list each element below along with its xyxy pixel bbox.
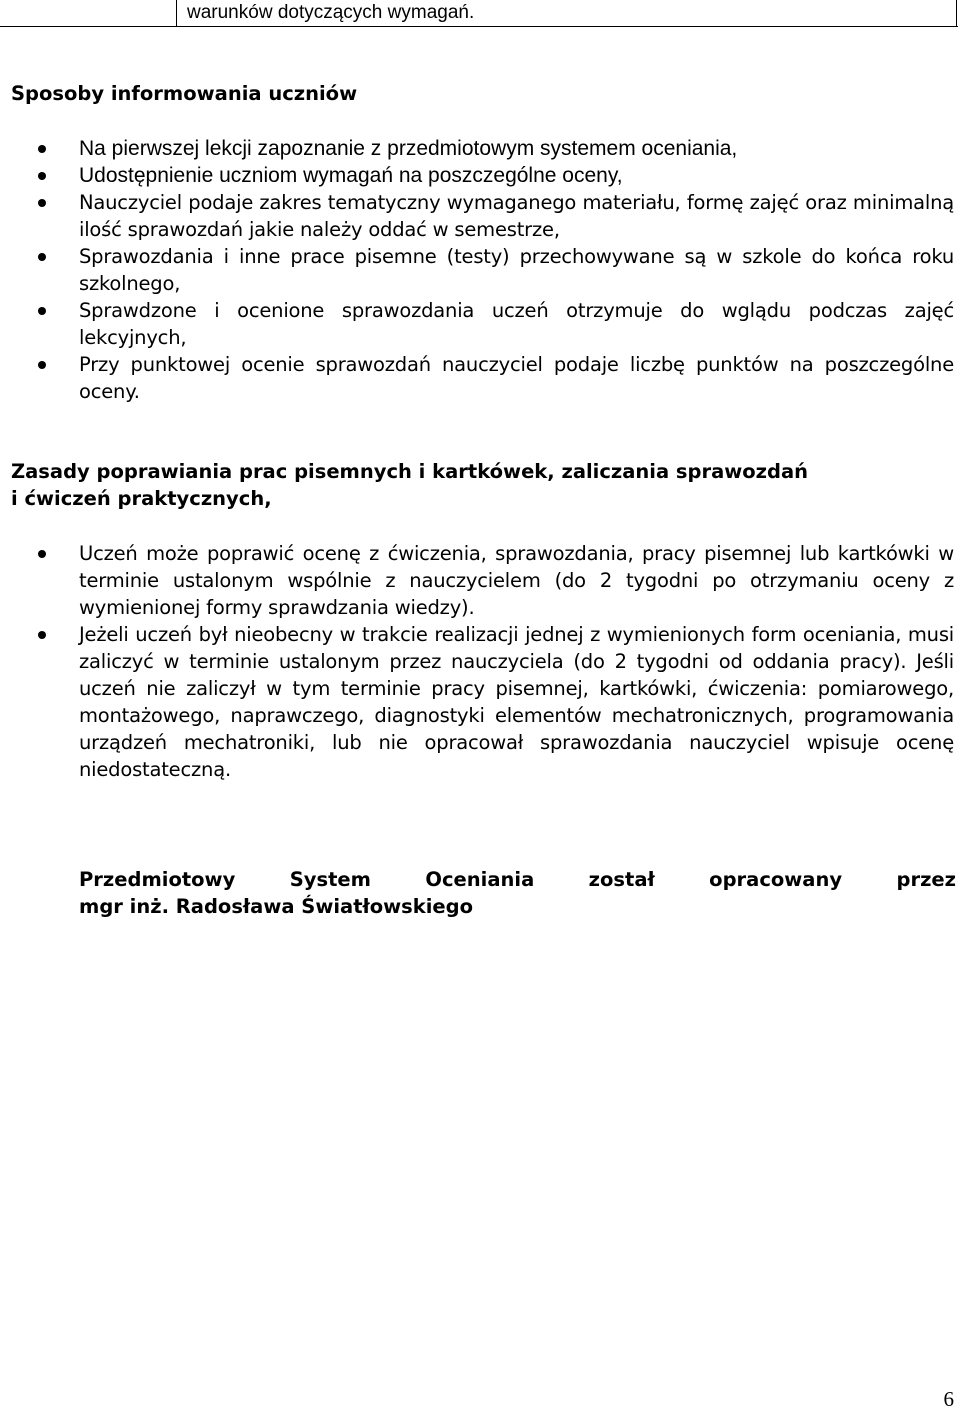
author-signature	[79, 866, 956, 920]
bullet-icon	[38, 172, 46, 180]
informing-list	[0, 135, 956, 405]
list-item: Na pierwszej lekcji zapoznanie z przedmiotowym systemem oceniania,	[0, 135, 956, 162]
section-heading-informing: Sposoby informowania uczniów	[11, 82, 358, 105]
list-item: Udostępnienie uczniom wymagań na poszczególne oceny,	[0, 162, 956, 189]
signature-line-2: mgr inż. Radosława Światłowskiego	[79, 895, 473, 918]
section-heading-corrections	[11, 458, 956, 512]
bullet-icon	[38, 307, 46, 315]
page-number: 6	[943, 1387, 954, 1411]
list-item: Przy punktowej ocenie sprawozdań nauczyciel podaje liczbę punktów na poszczególne oceny.	[0, 351, 956, 405]
bullet-icon	[38, 199, 46, 207]
list-item: Uczeń może poprawić ocenę z ćwiczenia, sprawozdania, pracy pisemnej lub kartkówki w terminie ustalonym wspólnie z nauczycielem (do 2 tygodni po otrzymaniu oceny z wymienionej formy sprawdzania wiedzy).	[0, 540, 956, 621]
corrections-list	[0, 540, 956, 783]
table-cell-empty	[0, 0, 177, 26]
table-cell-text: warunków dotyczących wymagań.	[177, 0, 957, 26]
heading-line-1: Zasady poprawiania prac pisemnych i kartkówek, zaliczania sprawozdań	[11, 460, 809, 483]
heading-line-2: i ćwiczeń praktycznych,	[11, 487, 272, 510]
list-item: Sprawdzone i ocenione sprawozdania uczeń otrzymuje do wglądu podczas zajęć lekcyjnych,	[0, 297, 956, 351]
list-item: Sprawozdania i inne prace pisemne (testy) przechowywane są w szkole do końca roku szkolnego,	[0, 243, 956, 297]
bullet-icon	[38, 550, 46, 558]
bullet-icon	[38, 253, 46, 261]
table-fragment	[0, 0, 958, 27]
bullet-icon	[38, 145, 46, 153]
signature-line-1: Przedmiotowy System Oceniania został opracowany przez	[79, 868, 956, 891]
list-item: Jeżeli uczeń był nieobecny w trakcie realizacji jednej z wymienionych form oceniania, musi zaliczyć w terminie ustalonym przez nauczyciela (do 2 tygodni od oddania pracy). Jeśli uczeń nie zaliczył w tym terminie pracy pisemnej, kartkówki, ćwiczenia: pomiarowego, montażowego, naprawczego, diagnostyki elementów mechatronicznych, programowania urządzeń mechatroniki, lub nie opracował sprawozdania nauczyciel wpisuje ocenę niedostateczną.	[0, 621, 956, 783]
bullet-icon	[38, 361, 46, 369]
list-item: Nauczyciel podaje zakres tematyczny wymaganego materiału, formę zajęć oraz minimalną ilość sprawozdań jakie należy oddać w semestrze,	[0, 189, 956, 243]
bullet-icon	[38, 631, 46, 639]
